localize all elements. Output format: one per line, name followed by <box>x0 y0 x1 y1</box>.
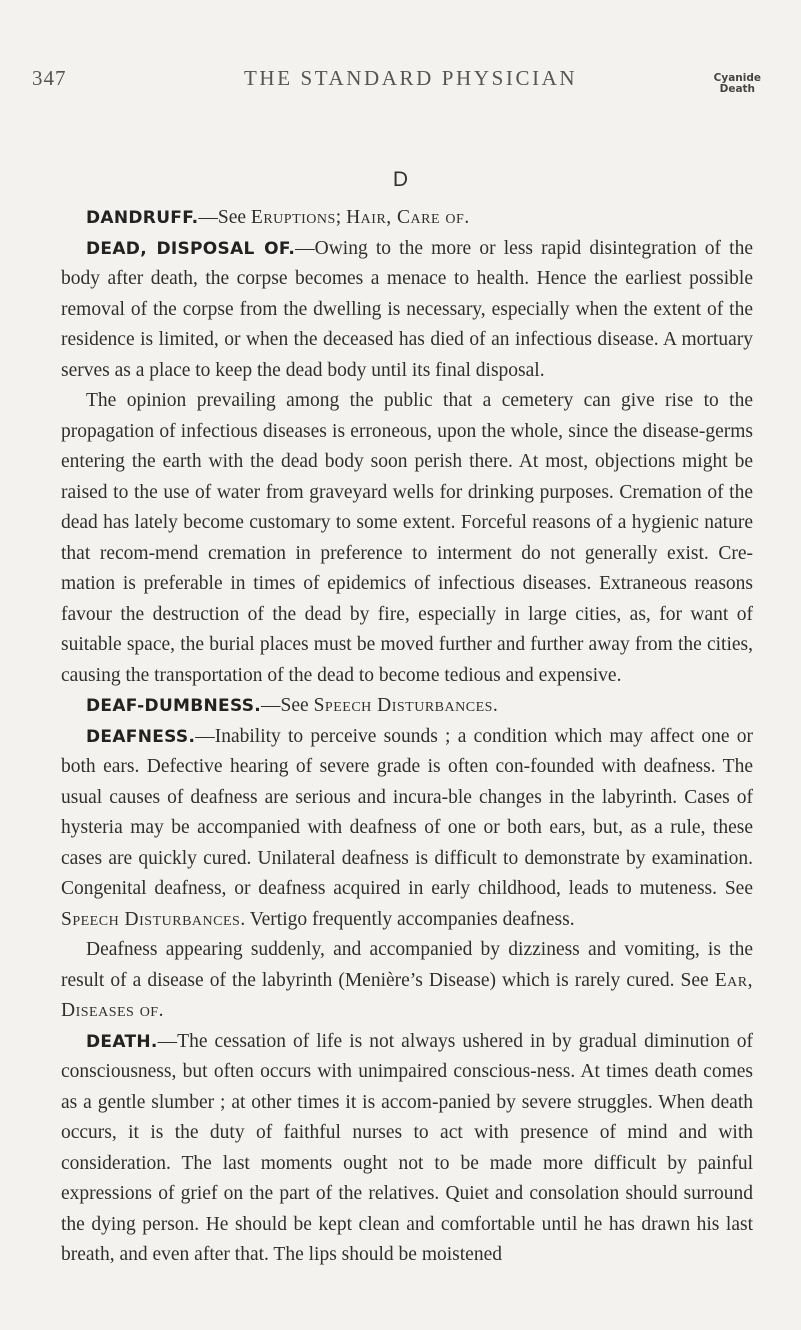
entry-paragraph: —Inability to perceive sounds ; a condition which may affect one or both ears. Defective hearing of severe grade is often con-founded with deafness. The usual causes of deafness are serious and incura-ble changes in the labyrinth. Cases of hysteria may be accompanied with deafness of one or both ears, but, as a rule, these cases are quickly cured. Unilateral deafness is difficult to demonstrate by examination. Congenital deafness, or deafness acquired in early childhood, leads to muteness. See <box>61 725 753 899</box>
entry-dead-disposal <box>61 234 753 387</box>
entry-paragraph: . <box>158 1000 164 1021</box>
entry-text: ; <box>335 207 347 228</box>
cross-reference-speech-disturbances: Speech Disturbances <box>313 695 493 716</box>
entry-deafness-continued <box>61 935 753 1027</box>
guide-words <box>714 73 761 95</box>
headword-dandruff: DANDRUFF. <box>86 208 199 228</box>
headword-dead-disposal: DEAD, DISPOSAL OF. <box>86 238 296 259</box>
dictionary-body <box>61 203 753 1271</box>
page-number: 347 <box>32 66 67 90</box>
headword-deafness: DEAFNESS. <box>86 726 196 747</box>
headword-deaf-dumbness: DEAF-DUMBNESS. <box>86 696 262 716</box>
section-letter: D <box>392 168 409 191</box>
cross-reference-ear-diseases: Ear, Diseases of <box>61 969 753 1021</box>
cross-reference-hair-care: Hair, Care of <box>346 207 465 228</box>
entry-text: —See <box>198 207 251 228</box>
entry-dead-disposal-continued <box>61 386 753 691</box>
entry-paragraph: —The cessation of life is not always ushered in by gradual diminution of consciousness, but often occurs with unimpaired conscious-ness. At times death comes as a gentle slumber ; at other times it is accom-panied by severe struggles. When death occurs, it is the duty of faithful nurses to act with presence of mind and with consideration. The last moments ought not to be made more difficult by painful expressions of grief on the part of the relatives. Quiet and consolation should surround the dying person. He should be kept clean and comfortable until he has drawn his last breath, and even after that. The lips should be moistened <box>61 1030 753 1265</box>
running-head <box>32 66 761 96</box>
entry-paragraph: Deafness appearing suddenly, and accompanied by dizziness and vomiting, is the result of a disease of the labyrinth (Menière’s Disease) which is rarely cured. See <box>61 939 753 991</box>
guide-word-last: Death <box>719 83 756 95</box>
entry-text: —See <box>261 695 314 716</box>
entry-dandruff <box>61 203 753 234</box>
entry-text: . <box>464 207 470 228</box>
headword-death: DEATH. <box>86 1031 158 1052</box>
cross-reference-eruptions: Eruptions <box>250 207 336 228</box>
entry-paragraph: The opinion prevailing among the public that a cemetery can give rise to the propagation of infectious diseases is erroneous, upon the whole, since the disease-germs entering the earth with the dead body soon perish there. At most, objections might be raised to the use of water from graveyard wells for drinking purposes. Cremation of the dead has lately become customary to some extent. Forceful reasons of a hygienic nature that recom-mend cremation in preference to interment do not generally exist. Cre-mation is preferable in times of epidemics of infectious diseases. Extraneous reasons favour the destruction of the dead by fire, especially in large cities, as, for want of suitable space, the burial places must be moved further and further away from the cities, causing the transportation of the dead to become tedious and expensive. <box>61 390 753 686</box>
entry-paragraph: —Owing to the more or less rapid disintegration of the body after death, the corpse becomes a menace to health. Hence the earliest possible removal of the corpse from the dwelling is necessary, especially when the extent of the residence is limited, or when the deceased has died of an infectious disease. A mortuary serves as a place to keep the dead body until its final disposal. <box>61 237 753 381</box>
cross-reference-speech-disturbances: Speech Disturbances <box>61 908 241 930</box>
entry-deafness <box>61 722 753 936</box>
entry-text: . <box>492 695 498 716</box>
running-title: THE STANDARD PHYSICIAN <box>244 66 578 90</box>
entry-deaf-dumbness <box>61 691 753 722</box>
guide-word-first: Cyanide <box>713 72 761 84</box>
entry-death <box>61 1027 753 1271</box>
entry-paragraph: . Vertigo frequently accompanies deafness. <box>240 908 575 930</box>
